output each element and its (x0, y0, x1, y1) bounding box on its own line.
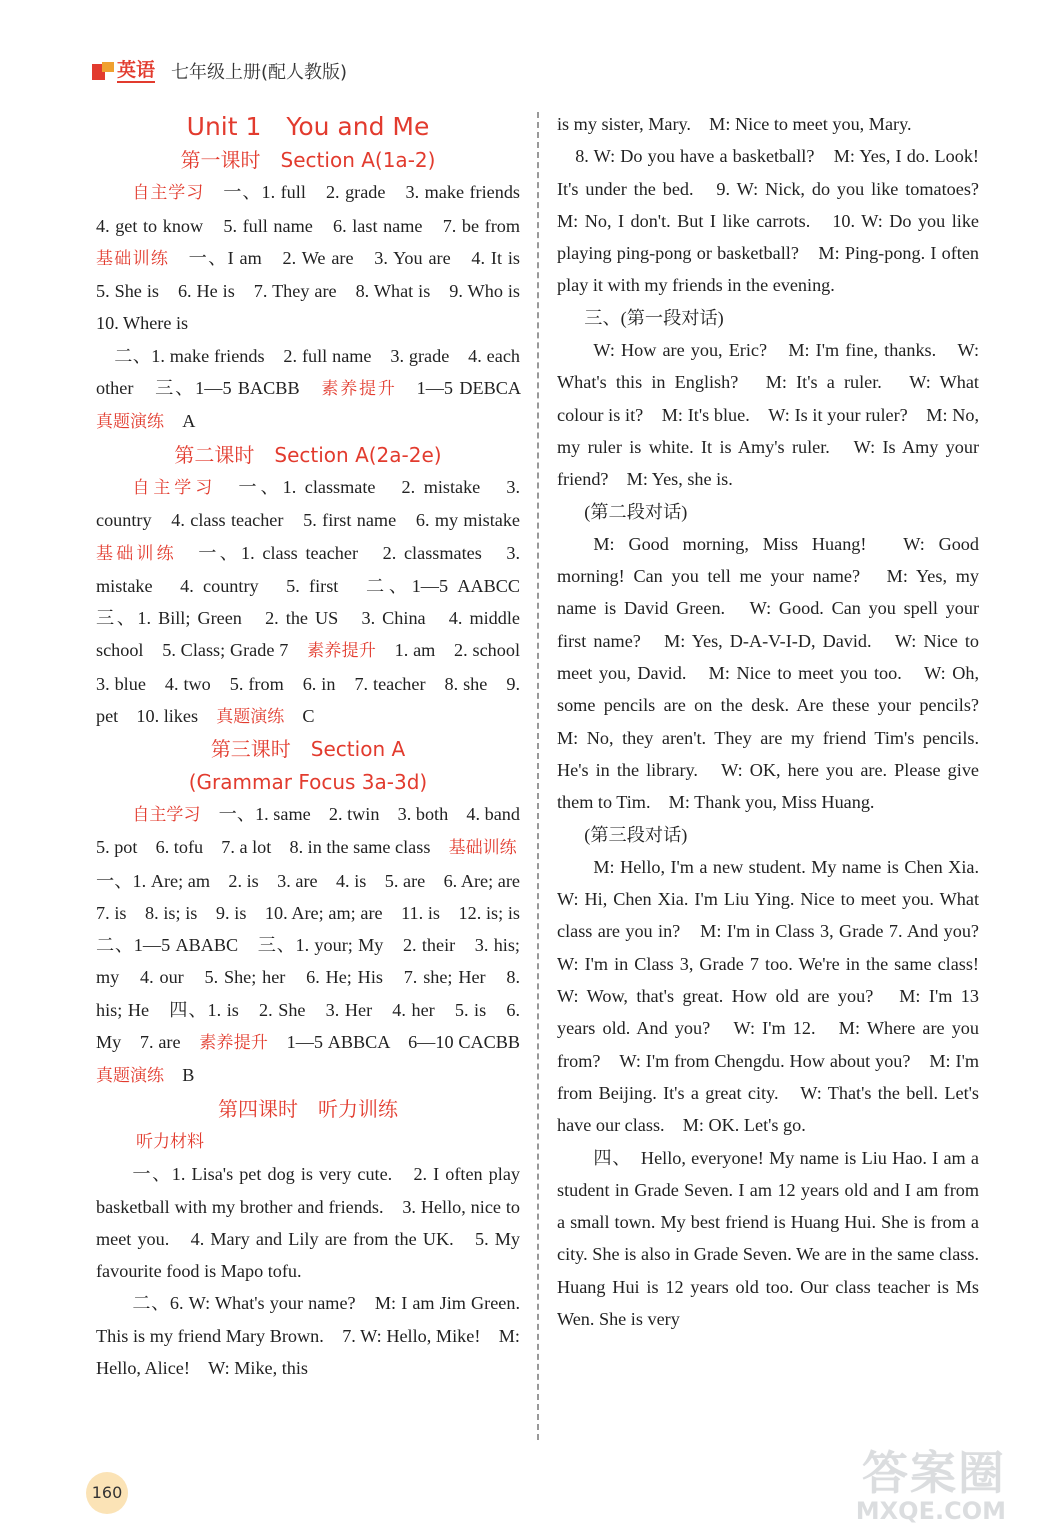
lesson-3-title: 第三课时 Section A (210, 737, 406, 762)
answer-text: 一、I am 2. We are 3. You are 4. It is 5. She is 6. He is 7. They are 8. What is 9. Who is 10. Where is (96, 247, 539, 334)
tag-basic-training: 基础训练 (448, 838, 517, 859)
column-divider (537, 112, 539, 1440)
answer-text: 一、1. classmate 2. mistake 3. country 4. class teacher 5. first name 6. my mistake (96, 476, 539, 531)
page-header (92, 58, 347, 84)
page-number: 160 (86, 1472, 128, 1514)
lesson-3-subtitle: (Grammar Focus 3a-3d) (188, 769, 428, 794)
tag-real-exam: 真题演练 (216, 707, 285, 728)
dialogue-2-text: M: Good morning, Miss Huang! W: Good morning! Can you tell me your name? M: Yes, my name is David Green. W: Good. Can you spell your first name? M: Yes, D-A-V-I-D, David. W: Nice to meet you, David. M: Nice to meet you too. W: Oh, some pencils are on the desk. Are these your pencils? M: No, they aren't. They are my friend Tim's pencils. He's in the library. W: OK, here you are. Please give them to Tim. M: Thank you, Miss Huang. (557, 533, 998, 813)
answer-text: 一、1. class teacher 2. classmates 3. mistake 4. country 5. first 二、1—5 AABCC 三、1. Bill; Green 2. the US 3. China 4. middle school 5. Class; Grade 7 (96, 542, 539, 661)
lesson-2-title: 第二课时 Section A(2a-2e) (174, 442, 442, 467)
dialogue-1-text: W: How are you, Eric? M: I'm fine, thanks. W: What's this in English? M: It's a ruler. W: What colour is it? M: It's blue. W: Is it your ruler? M: No, my ruler is white. It is Amy's ruler. W: Is Amy your friend? M: Yes, she is. (557, 340, 979, 490)
answer-text: C (284, 706, 315, 727)
answer-text: 1—5 DEBCA (396, 378, 539, 399)
tag-listening-material: 听力材料 (136, 1131, 205, 1152)
answer-text: 1—5 ABBCA 6—10 CACBB (268, 1032, 539, 1053)
dialogue-3-label: (第三段对话) (584, 824, 688, 845)
watermark-site: MXQE.COM (855, 1497, 1006, 1525)
answer-text: 一、1. Are; am 2. is 3. are 4. is 5. are 6. Are; are 7. is 8. is; is 9. is 10. Are; am; are 11. is 12. is; is 二、1—5 ABABC 三、1. your; My 2. their 3. his; my 4. our 5. She; her 6. He; His 7. she; Her 8. his; He 四、1. is 2. She 3. Her 4. her 5. is 6. My 7. are (96, 837, 539, 1053)
tag-real-exam: 真题演练 (96, 412, 164, 433)
header-grade: 七年级上册(配人教版) (171, 62, 348, 83)
tag-self-study: 自主学习 (132, 804, 201, 825)
lesson-1-answers (96, 176, 539, 339)
lesson-3-answers (96, 798, 539, 1093)
lesson-1-title: 第一课时 Section A(1a-2) (180, 148, 436, 172)
listening-continued: is my sister, Mary. M: Nice to meet you, Mary. (557, 114, 912, 134)
listening-material-label (96, 1125, 520, 1158)
dialogue-2-label: (第二段对话) (584, 501, 688, 522)
header-subject: 英语 (117, 59, 156, 81)
listening-part-1: 一、1. Lisa's pet dog is very cute. 2. I often play basketball with my brother and friends. 3. Hello, nice to meet you. 4. Mary and Lily are from the UK. 5. My favourite food is Mapo tofu. (96, 1164, 520, 1282)
answer-text: 一、1. same 2. twin 3. both 4. band 5. pot 6. tofu 7. a lot 8. in the same class (96, 803, 539, 858)
listening-part-2: 二、6. W: What's your name? M: I am Jim Green. This is my friend Mary Brown. 7. W: Hello, Mike! M: Hello, Alice! W: Mike, this (96, 1293, 520, 1378)
right-column (557, 108, 998, 1335)
answer-text: B (164, 1065, 195, 1086)
answer-text: 二、1. make friends 2. full name 3. grade 4. each other 三、1—5 BACBB (96, 345, 520, 399)
tag-real-exam: 真题演练 (96, 1066, 164, 1087)
answer-text: 1. am 2. school 3. blue 4. two 5. from 6. in 7. teacher 8. she 9. pet 10. likes (96, 640, 539, 727)
answer-text: A (164, 411, 196, 432)
answer-text: 一、1. full 2. grade 3. make friends 4. get to know 5. full name 6. last name 7. be from (96, 182, 539, 236)
dialogue-3-text: M: Hello, I'm a new student. My name is Chen Xia. W: Hi, Chen Xia. I'm Liu Ying. Nice to meet you. What class are you in? M: I'm in Class 3, Grade 7. And you? W: I'm in Class 3, Grade 7 too. We're in the same class! W: Wow, that's great. How old are you? M: I'm 13 years old. And you? W: I'm 12. M: Where are you from? W: I'm from Chengdu. How about you? M: I'm from Beijing. It's a great city. W: That's the bell. Let's have our class. M: OK. Let's go. (557, 856, 998, 1136)
tag-basic-training: 基础训练 (96, 543, 177, 564)
dialogue-1-label: 三、(第一段对话) (584, 307, 724, 328)
lesson-4-title: 第四课时 听力训练 (218, 1096, 398, 1121)
tag-self-study: 自主学习 (132, 183, 205, 204)
listening-part-4: 四、 Hello, everyone! My name is Liu Hao. I am a student in Grade Seven. I am 12 years old and I am from a small town. My best friend is Huang Hui. She is from a city. She is also in Grade Seven. We are in the same class. Huang Hui is 12 years old too. Our class teacher is Ms Wen. She is very (557, 1147, 979, 1329)
tag-literacy: 素养提升 (321, 379, 397, 400)
left-column (96, 108, 539, 1384)
lesson-2-answers (96, 471, 539, 733)
watermark-logo (796, 1448, 1006, 1528)
tag-basic-training: 基础训练 (96, 248, 170, 269)
lesson-1-answers-2 (96, 340, 539, 439)
tag-literacy: 素养提升 (307, 641, 377, 662)
tag-self-study: 自主学习 (132, 477, 217, 498)
unit-title: Unit 1 You and Me (186, 112, 430, 141)
tag-literacy: 素养提升 (199, 1033, 269, 1054)
listening-items-8-10: 8. W: Do you have a basketball? M: Yes, I do. Look! It's under the bed. 9. W: Nick, do you like tomatoes? M: No, I don't. But I like carrots. 10. W: Do you like playing ping-pong or basketball? M: Ping-pong. I often play it with my friends in the evening. (557, 146, 998, 296)
header-logo-mark (92, 62, 114, 80)
watermark-main: 答案圈 (862, 1446, 1006, 1500)
